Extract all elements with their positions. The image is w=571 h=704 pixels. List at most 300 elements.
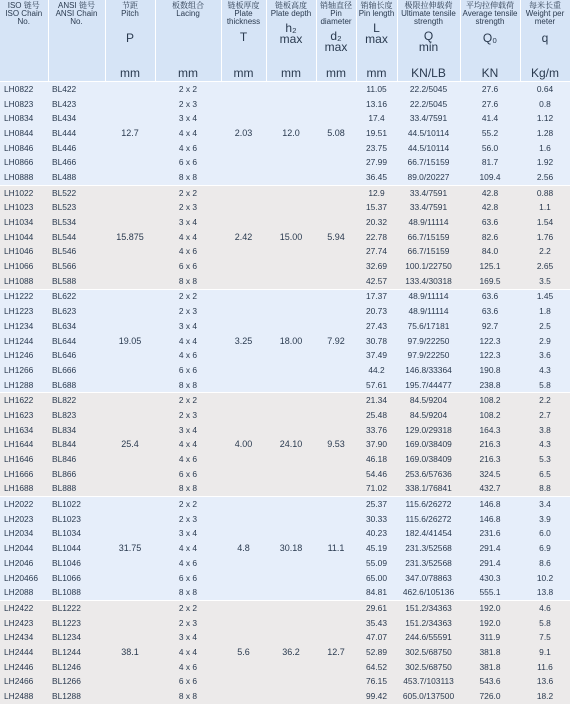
cell-pin-diameter: 11.1: [316, 497, 356, 601]
header-length-qualifier: max: [365, 32, 388, 46]
cell-ansi-chain-no: BL522: [48, 185, 105, 200]
cell-iso-chain-no: LH1088: [0, 274, 48, 289]
cell-weight: 1.76: [520, 230, 570, 245]
cell-weight: 1.92: [520, 155, 570, 170]
cell-iso-chain-no: LH2423: [0, 616, 48, 631]
cell-pin-length: 22.78: [356, 230, 397, 245]
cell-plate-depth: 24.10: [266, 393, 316, 497]
cell-ansi-chain-no: BL844: [48, 438, 105, 453]
cell-ansi-chain-no: BL834: [48, 423, 105, 438]
cell-iso-chain-no: LH1634: [0, 423, 48, 438]
cell-plate-thickness: 3.25: [221, 289, 266, 393]
cell-average-strength: 555.1: [460, 585, 520, 600]
cell-iso-chain-no: LH2434: [0, 630, 48, 645]
cell-plate-depth: 30.18: [266, 497, 316, 601]
cell-lacing: 4 x 6: [155, 348, 221, 363]
cell-tensile-strength: 97.9/22250: [397, 334, 460, 349]
cell-iso-chain-no: LH1622: [0, 393, 48, 408]
cell-iso-chain-no: LH1288: [0, 378, 48, 393]
table-row: [0, 289, 570, 304]
cell-lacing: 2 x 2: [155, 601, 221, 616]
cell-weight: 6.0: [520, 527, 570, 542]
cell-tensile-strength: 33.4/7591: [397, 185, 460, 200]
cell-tensile-strength: 151.2/34363: [397, 616, 460, 631]
cell-plate-depth: 12.0: [266, 82, 316, 186]
cell-tensile-strength: 33.4/7591: [397, 201, 460, 216]
cell-ansi-chain-no: BL1044: [48, 541, 105, 556]
cell-iso-chain-no: LH2444: [0, 645, 48, 660]
cell-pitch: 31.75: [105, 497, 155, 601]
table-header: [0, 0, 570, 82]
cell-weight: 4.3: [520, 363, 570, 378]
cell-pin-length: 33.76: [356, 423, 397, 438]
cell-iso-chain-no: LH2044: [0, 541, 48, 556]
cell-lacing: 2 x 2: [155, 289, 221, 304]
cell-pin-length: 36.45: [356, 170, 397, 185]
cell-tensile-strength: 605.0/137500: [397, 689, 460, 704]
cell-pin-length: 52.89: [356, 645, 397, 660]
header-strength-qualifier: min: [418, 40, 439, 54]
unit-ansi: [48, 64, 105, 82]
unit-strength: KN/LB: [397, 64, 460, 82]
unit-weight: Kg/m: [520, 64, 570, 82]
cell-tensile-strength: 84.5/9204: [397, 393, 460, 408]
cell-iso-chain-no: LH1222: [0, 289, 48, 304]
cell-average-strength: 164.3: [460, 423, 520, 438]
cell-lacing: 4 x 6: [155, 660, 221, 675]
cell-average-strength: 63.6: [460, 289, 520, 304]
cell-ansi-chain-no: BL1222: [48, 601, 105, 616]
cell-iso-chain-no: LH1234: [0, 319, 48, 334]
cell-pin-length: 37.49: [356, 348, 397, 363]
cell-lacing: 2 x 2: [155, 185, 221, 200]
cell-weight: 3.8: [520, 423, 570, 438]
cell-lacing: 3 x 4: [155, 527, 221, 542]
cell-pitch: 19.05: [105, 289, 155, 393]
cell-ansi-chain-no: BL1244: [48, 645, 105, 660]
cell-iso-chain-no: LH0822: [0, 82, 48, 97]
cell-pin-length: 30.33: [356, 512, 397, 527]
cell-lacing: 8 x 8: [155, 274, 221, 289]
cell-ansi-chain-no: BL623: [48, 304, 105, 319]
cell-lacing: 8 x 8: [155, 585, 221, 600]
cell-pin-length: 19.51: [356, 126, 397, 141]
cell-average-strength: 41.4: [460, 111, 520, 126]
cell-average-strength: 381.8: [460, 645, 520, 660]
cell-ansi-chain-no: BL422: [48, 82, 105, 97]
cell-pin-length: 84.81: [356, 585, 397, 600]
cell-average-strength: 63.6: [460, 304, 520, 319]
cell-lacing: 4 x 6: [155, 245, 221, 260]
cell-ansi-chain-no: BL646: [48, 348, 105, 363]
cell-iso-chain-no: LH1022: [0, 185, 48, 200]
cell-tensile-strength: 129.0/29318: [397, 423, 460, 438]
cell-average-strength: 216.3: [460, 452, 520, 467]
cell-average-strength: 169.5: [460, 274, 520, 289]
cell-tensile-strength: 347.0/78863: [397, 571, 460, 586]
cell-average-strength: 192.0: [460, 616, 520, 631]
cell-pin-length: 99.42: [356, 689, 397, 704]
cell-pin-length: 17.4: [356, 111, 397, 126]
cell-ansi-chain-no: BL1246: [48, 660, 105, 675]
cell-tensile-strength: 48.9/11114: [397, 304, 460, 319]
cell-iso-chain-no: LH2446: [0, 660, 48, 675]
cell-tensile-strength: 253.6/57636: [397, 467, 460, 482]
cell-lacing: 2 x 3: [155, 97, 221, 112]
cell-weight: 1.1: [520, 201, 570, 216]
cell-ansi-chain-no: BL823: [48, 408, 105, 423]
cell-tensile-strength: 133.4/30318: [397, 274, 460, 289]
cell-ansi-chain-no: BL888: [48, 482, 105, 497]
cell-tensile-strength: 182.4/41454: [397, 527, 460, 542]
cell-iso-chain-no: LH1688: [0, 482, 48, 497]
cell-weight: 4.3: [520, 438, 570, 453]
cell-tensile-strength: 115.6/26272: [397, 497, 460, 512]
cell-tensile-strength: 302.5/68750: [397, 645, 460, 660]
cell-iso-chain-no: LH0844: [0, 126, 48, 141]
cell-weight: 0.8: [520, 97, 570, 112]
table-row: [0, 82, 570, 97]
cell-weight: 1.28: [520, 126, 570, 141]
cell-lacing: 4 x 6: [155, 452, 221, 467]
cell-weight: 13.6: [520, 675, 570, 690]
unit-pitch: mm: [105, 64, 155, 82]
cell-ansi-chain-no: BL1288: [48, 689, 105, 704]
cell-pin-diameter: 7.92: [316, 289, 356, 393]
header-diameter-zh: 销轴直径: [320, 1, 352, 10]
cell-tensile-strength: 84.5/9204: [397, 408, 460, 423]
cell-ansi-chain-no: BL644: [48, 334, 105, 349]
cell-lacing: 4 x 6: [155, 556, 221, 571]
cell-weight: 13.8: [520, 585, 570, 600]
header-average-en: Average tensile strength: [462, 9, 518, 26]
cell-average-strength: 291.4: [460, 556, 520, 571]
cell-weight: 6.9: [520, 541, 570, 556]
cell-pin-length: 42.57: [356, 274, 397, 289]
table-row: [0, 601, 570, 616]
cell-pin-length: 20.73: [356, 304, 397, 319]
cell-average-strength: 430.3: [460, 571, 520, 586]
cell-average-strength: 324.5: [460, 467, 520, 482]
cell-average-strength: 56.0: [460, 141, 520, 156]
cell-lacing: 8 x 8: [155, 689, 221, 704]
header-strength-symbol: Q: [423, 29, 434, 43]
cell-pin-length: 76.15: [356, 675, 397, 690]
cell-pin-length: 47.07: [356, 630, 397, 645]
cell-tensile-strength: 302.5/68750: [397, 660, 460, 675]
cell-pin-length: 65.00: [356, 571, 397, 586]
table-row: [0, 393, 570, 408]
cell-average-strength: 109.4: [460, 170, 520, 185]
cell-plate-depth: 18.00: [266, 289, 316, 393]
cell-ansi-chain-no: BL1223: [48, 616, 105, 631]
cell-average-strength: 146.8: [460, 512, 520, 527]
header-unit-row: [0, 64, 570, 82]
header-depth-qualifier: max: [279, 32, 303, 46]
cell-lacing: 2 x 3: [155, 201, 221, 216]
cell-tensile-strength: 89.0/20227: [397, 170, 460, 185]
cell-lacing: 2 x 2: [155, 82, 221, 97]
cell-pin-diameter: 5.94: [316, 185, 356, 289]
cell-plate-depth: 36.2: [266, 601, 316, 704]
header-weight-symbol: q: [541, 31, 549, 45]
cell-lacing: 4 x 4: [155, 126, 221, 141]
cell-weight: 2.65: [520, 259, 570, 274]
cell-iso-chain-no: LH2023: [0, 512, 48, 527]
header-diameter-symbol: d₂: [330, 29, 342, 43]
header-thickness-en: Plate thickness: [226, 9, 261, 26]
cell-lacing: 3 x 4: [155, 215, 221, 230]
cell-lacing: 2 x 3: [155, 304, 221, 319]
header-depth: [266, 0, 316, 64]
cell-lacing: 6 x 6: [155, 675, 221, 690]
cell-tensile-strength: 169.0/38409: [397, 452, 460, 467]
header-length-symbol: L: [373, 21, 380, 35]
cell-pin-length: 25.48: [356, 408, 397, 423]
cell-lacing: 4 x 4: [155, 438, 221, 453]
cell-tensile-strength: 462.6/105136: [397, 585, 460, 600]
header-iso-en: ISO Chain No.: [5, 9, 43, 26]
cell-pitch: 15.875: [105, 185, 155, 289]
cell-pin-length: 27.43: [356, 319, 397, 334]
header-weight-en: Weight per meter: [525, 9, 565, 26]
cell-tensile-strength: 146.8/33364: [397, 363, 460, 378]
header-iso: [0, 0, 48, 64]
cell-lacing: 8 x 8: [155, 170, 221, 185]
cell-iso-chain-no: LH1666: [0, 467, 48, 482]
cell-weight: 9.1: [520, 645, 570, 660]
cell-lacing: 6 x 6: [155, 571, 221, 586]
cell-tensile-strength: 97.9/22250: [397, 348, 460, 363]
cell-average-strength: 81.7: [460, 155, 520, 170]
unit-length: mm: [356, 64, 397, 82]
cell-tensile-strength: 66.7/15159: [397, 155, 460, 170]
cell-average-strength: 146.8: [460, 497, 520, 512]
cell-ansi-chain-no: BL822: [48, 393, 105, 408]
cell-average-strength: 122.3: [460, 348, 520, 363]
cell-lacing: 3 x 4: [155, 423, 221, 438]
cell-average-strength: 108.2: [460, 408, 520, 423]
cell-average-strength: 42.8: [460, 185, 520, 200]
header-depth-en: Plate depth: [270, 9, 312, 18]
cell-average-strength: 82.6: [460, 230, 520, 245]
cell-tensile-strength: 231.3/52568: [397, 556, 460, 571]
cell-weight: 10.2: [520, 571, 570, 586]
cell-iso-chain-no: LH0866: [0, 155, 48, 170]
header-diameter-qualifier: max: [324, 40, 348, 54]
cell-pin-length: 27.74: [356, 245, 397, 260]
cell-ansi-chain-no: BL566: [48, 259, 105, 274]
cell-tensile-strength: 44.5/10114: [397, 126, 460, 141]
cell-lacing: 4 x 4: [155, 230, 221, 245]
cell-weight: 2.2: [520, 245, 570, 260]
header-ansi-en: ANSI Chain No.: [55, 9, 98, 26]
cell-pin-length: 46.18: [356, 452, 397, 467]
header-lacing-en: Lacing: [176, 9, 200, 18]
cell-average-strength: 726.0: [460, 689, 520, 704]
cell-average-strength: 27.6: [460, 82, 520, 97]
cell-lacing: 2 x 3: [155, 512, 221, 527]
cell-tensile-strength: 48.9/11114: [397, 289, 460, 304]
cell-average-strength: 55.2: [460, 126, 520, 141]
cell-iso-chain-no: LH1223: [0, 304, 48, 319]
unit-average: KN: [460, 64, 520, 82]
cell-weight: 2.7: [520, 408, 570, 423]
cell-average-strength: 216.3: [460, 438, 520, 453]
header-pitch-symbol: P: [125, 31, 134, 45]
cell-average-strength: 231.6: [460, 527, 520, 542]
table-row: [0, 497, 570, 512]
cell-pin-length: 35.43: [356, 616, 397, 631]
cell-iso-chain-no: LH1044: [0, 230, 48, 245]
cell-tensile-strength: 244.6/55591: [397, 630, 460, 645]
cell-average-strength: 27.6: [460, 97, 520, 112]
cell-pitch: 38.1: [105, 601, 155, 704]
cell-tensile-strength: 453.7/103113: [397, 675, 460, 690]
cell-pin-length: 20.32: [356, 215, 397, 230]
cell-ansi-chain-no: BL666: [48, 363, 105, 378]
cell-pin-length: 21.34: [356, 393, 397, 408]
cell-weight: 3.9: [520, 512, 570, 527]
cell-average-strength: 238.8: [460, 378, 520, 393]
cell-pin-length: 45.19: [356, 541, 397, 556]
cell-pin-diameter: 5.08: [316, 82, 356, 186]
cell-weight: 18.2: [520, 689, 570, 704]
cell-pin-length: 71.02: [356, 482, 397, 497]
cell-ansi-chain-no: BL688: [48, 378, 105, 393]
cell-iso-chain-no: LH2046: [0, 556, 48, 571]
cell-pin-length: 37.90: [356, 438, 397, 453]
cell-average-strength: 125.1: [460, 259, 520, 274]
cell-ansi-chain-no: BL534: [48, 215, 105, 230]
cell-plate-thickness: 4.00: [221, 393, 266, 497]
header-depth-symbol: h₂: [285, 21, 297, 35]
cell-pin-length: 27.99: [356, 155, 397, 170]
cell-iso-chain-no: LH2034: [0, 527, 48, 542]
cell-lacing: 6 x 6: [155, 259, 221, 274]
cell-weight: 1.12: [520, 111, 570, 126]
cell-lacing: 6 x 6: [155, 155, 221, 170]
cell-pin-length: 17.37: [356, 289, 397, 304]
header-lacing-zh: 板数组合: [172, 1, 204, 10]
header-average: [460, 0, 520, 64]
cell-weight: 1.6: [520, 141, 570, 156]
cell-ansi-chain-no: BL1066: [48, 571, 105, 586]
header-pitch-en: Pitch: [121, 9, 139, 18]
cell-lacing: 2 x 2: [155, 393, 221, 408]
cell-average-strength: 192.0: [460, 601, 520, 616]
cell-pin-length: 30.78: [356, 334, 397, 349]
cell-lacing: 3 x 4: [155, 111, 221, 126]
header-thickness-symbol: T: [239, 30, 248, 44]
cell-weight: 0.88: [520, 185, 570, 200]
cell-lacing: 2 x 3: [155, 616, 221, 631]
header-thickness-zh: 链板厚度: [227, 1, 260, 10]
cell-weight: 5.3: [520, 452, 570, 467]
cell-lacing: 3 x 4: [155, 319, 221, 334]
cell-plate-thickness: 2.42: [221, 185, 266, 289]
cell-ansi-chain-no: BL1022: [48, 497, 105, 512]
cell-iso-chain-no: LH1034: [0, 215, 48, 230]
cell-ansi-chain-no: BL444: [48, 126, 105, 141]
header-strength: [397, 0, 460, 64]
cell-weight: 3.6: [520, 348, 570, 363]
cell-lacing: 2 x 2: [155, 497, 221, 512]
cell-weight: 8.6: [520, 556, 570, 571]
cell-lacing: 3 x 4: [155, 630, 221, 645]
cell-pin-length: 44.2: [356, 363, 397, 378]
cell-pin-length: 13.16: [356, 97, 397, 112]
cell-ansi-chain-no: BL523: [48, 201, 105, 216]
cell-weight: 2.2: [520, 393, 570, 408]
header-average-zh: 平均拉伸载荷: [466, 1, 514, 10]
cell-pin-length: 15.37: [356, 201, 397, 216]
cell-iso-chain-no: LH0834: [0, 111, 48, 126]
cell-ansi-chain-no: BL1234: [48, 630, 105, 645]
cell-iso-chain-no: LH0846: [0, 141, 48, 156]
header-lacing: [155, 0, 221, 64]
cell-iso-chain-no: LH20466: [0, 571, 48, 586]
cell-iso-chain-no: LH1066: [0, 259, 48, 274]
cell-pin-length: 23.75: [356, 141, 397, 156]
cell-ansi-chain-no: BL434: [48, 111, 105, 126]
cell-iso-chain-no: LH1246: [0, 348, 48, 363]
cell-weight: 11.6: [520, 660, 570, 675]
cell-weight: 2.5: [520, 319, 570, 334]
cell-tensile-strength: 66.7/15159: [397, 245, 460, 260]
header-average-symbol: Q₀: [482, 31, 498, 45]
cell-plate-depth: 15.00: [266, 185, 316, 289]
cell-ansi-chain-no: BL634: [48, 319, 105, 334]
cell-iso-chain-no: LH2488: [0, 689, 48, 704]
cell-iso-chain-no: LH1244: [0, 334, 48, 349]
header-iso-zh: ISO 链号: [7, 1, 40, 10]
cell-average-strength: 108.2: [460, 393, 520, 408]
cell-weight: 2.56: [520, 170, 570, 185]
cell-weight: 1.45: [520, 289, 570, 304]
header-depth-zh: 链板高度: [275, 1, 307, 10]
cell-average-strength: 190.8: [460, 363, 520, 378]
header-weight-zh: 每米长重: [529, 1, 561, 10]
cell-pitch: 25.4: [105, 393, 155, 497]
cell-lacing: 8 x 8: [155, 482, 221, 497]
cell-ansi-chain-no: BL544: [48, 230, 105, 245]
header-strength-en: Ultimate tensile strength: [401, 9, 456, 26]
table-body: [0, 82, 570, 704]
header-length: [356, 0, 397, 64]
cell-pin-length: 57.61: [356, 378, 397, 393]
cell-average-strength: 42.8: [460, 201, 520, 216]
cell-tensile-strength: 33.4/7591: [397, 111, 460, 126]
cell-tensile-strength: 169.0/38409: [397, 438, 460, 453]
cell-iso-chain-no: LH0888: [0, 170, 48, 185]
cell-iso-chain-no: LH1623: [0, 408, 48, 423]
header-ansi-zh: ANSI 链号: [58, 1, 95, 10]
cell-average-strength: 311.9: [460, 630, 520, 645]
cell-pin-length: 54.46: [356, 467, 397, 482]
header-ansi: [48, 0, 105, 64]
cell-tensile-strength: 151.2/34363: [397, 601, 460, 616]
cell-iso-chain-no: LH0823: [0, 97, 48, 112]
cell-ansi-chain-no: BL1034: [48, 527, 105, 542]
header-length-en: Pin length: [358, 9, 395, 18]
cell-weight: 7.5: [520, 630, 570, 645]
cell-lacing: 4 x 4: [155, 334, 221, 349]
unit-thickness: mm: [221, 64, 266, 82]
cell-ansi-chain-no: BL622: [48, 289, 105, 304]
cell-pin-length: 11.05: [356, 82, 397, 97]
cell-pitch: 12.7: [105, 82, 155, 186]
